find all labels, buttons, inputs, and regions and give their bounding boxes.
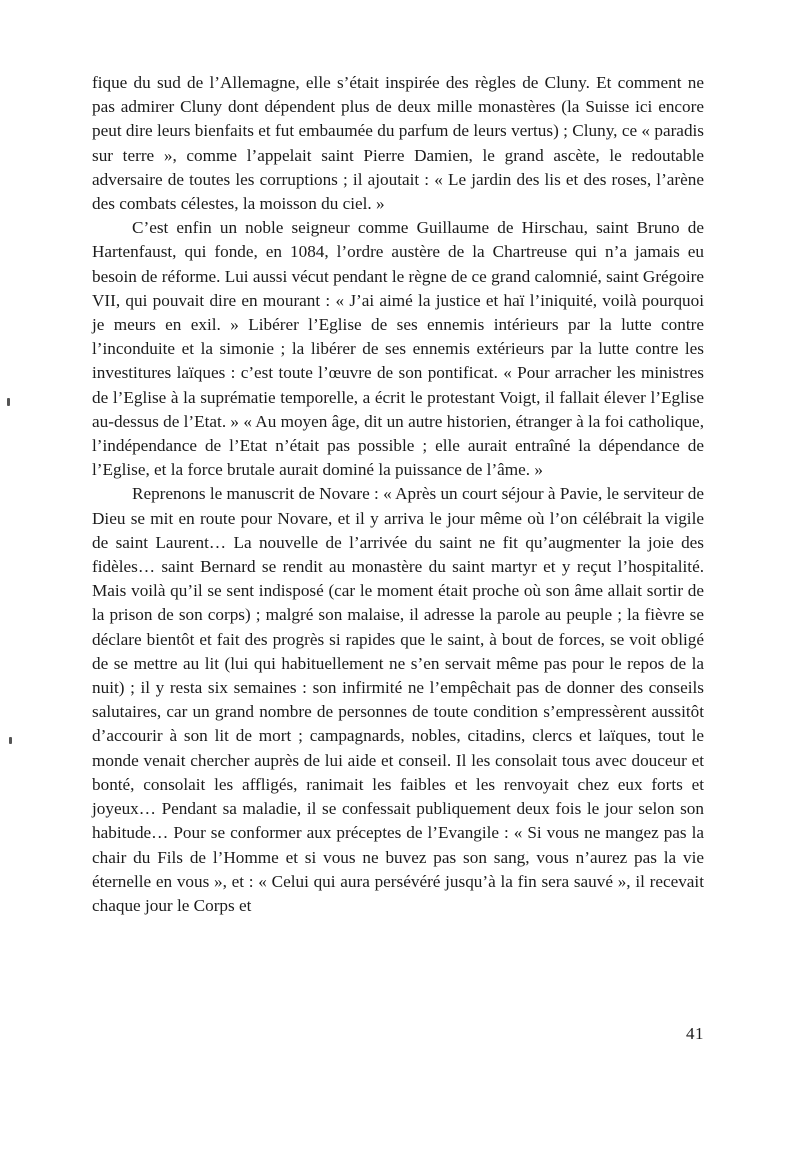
margin-ink-mark	[7, 398, 10, 406]
body-text	[92, 71, 704, 918]
paragraph-1: fique du sud de l’Allemagne, elle s’était inspirée des règles de Cluny. Et comment ne pas admirer Cluny dont dépendent plus de deux mille monastères (la Suisse ici encore peut dire leurs bienfaits et fut embaumée du parfum de leurs vertus) ; Cluny, ce « paradis sur terre », comme l’appelait saint Pierre Damien, le grand ascète, le redoutable adversaire de toutes les corruptions ; il ajoutait : « Le jardin des lis et des roses, l’arène des combats célestes, la moisson du ciel. »	[92, 73, 704, 214]
page-number: 41	[686, 1024, 704, 1043]
margin-ink-mark	[9, 737, 12, 744]
paragraph-2: C’est enfin un noble seigneur comme Guillaume de Hirschau, saint Bruno de Hartenfaust, qui fonde, en 1084, l’ordre austère de la Chartreuse qui n’a jamais eu besoin de réforme. Lui aussi vécut pendant le règne de ce grand calomnié, saint Grégoire VII, qui pouvait dire en mourant : « J’ai aimé la justice et haï l’iniquité, voilà pourquoi je meurs en exil. » Libérer l’Eglise de ses ennemis intérieurs par la lutte contre l’inconduite et la simonie ; la libérer de ses ennemis extérieurs par la lutte contre les investitures laïques : c’est toute l’œuvre de son pontificat. « Pour arracher les ministres de l’Eglise à la suprématie temporelle, a écrit le protestant Voigt, il fallait élever l’Eglise au-dessus de l’Etat. » « Au moyen âge, dit un autre historien, étranger à la foi catholique, l’indépendance de l’Etat n’était pas possible ; elle aurait entraîné la dépendance de l’Eglise, et la force brutale aurait dominé la puissance de l’âme. »	[92, 218, 704, 480]
paragraph-3: Reprenons le manuscrit de Novare : « Après un court séjour à Pavie, le serviteur de Dieu se mit en route pour Novare, et il y arriva le jour même où l’on célébrait la vigile de saint Laurent… La nouvelle de l’arrivée du saint ne fit qu’augmenter la joie des fidèles… saint Bernard se rendit au monastère du saint martyr et y reçut l’hospitalité. Mais voilà qu’il se sent indisposé (car le moment était proche où son âme allait sortir de la prison de son corps) ; malgré son malaise, il adresse la parole au peuple ; la fièvre se déclare bientôt et fait des progrès si rapides que le saint, à bout de forces, se voit obligé de se mettre au lit (lui qui habituellement ne s’en servait même pas pour le repos de la nuit) ; il y resta six semaines : son infirmité ne l’empêchait pas de donner des conseils salutaires, car un grand nombre de personnes de toute condition s’empressèrent aussitôt d’accourir à son lit de mort ; campagnards, nobles, citadins, clercs et laïques, tout le monde venait chercher auprès de lui aide et conseil. Il les consolait tous avec douceur et bonté, consolait les affligés, ranimait les faibles et les renvoyait chez eux forts et joyeux… Pendant sa maladie, il se confessait publiquement deux fois le jour selon son habitude… Pour se conformer aux préceptes de l’Evangile : « Si vous ne mangez pas la chair du Fils de l’Homme et si vous ne buvez pas son sang, vous n’aurez pas la vie éternelle en vous », et : « Celui qui aura persévéré jusqu’à la fin sera sauvé », il recevait chaque jour le Corps et	[92, 484, 704, 915]
